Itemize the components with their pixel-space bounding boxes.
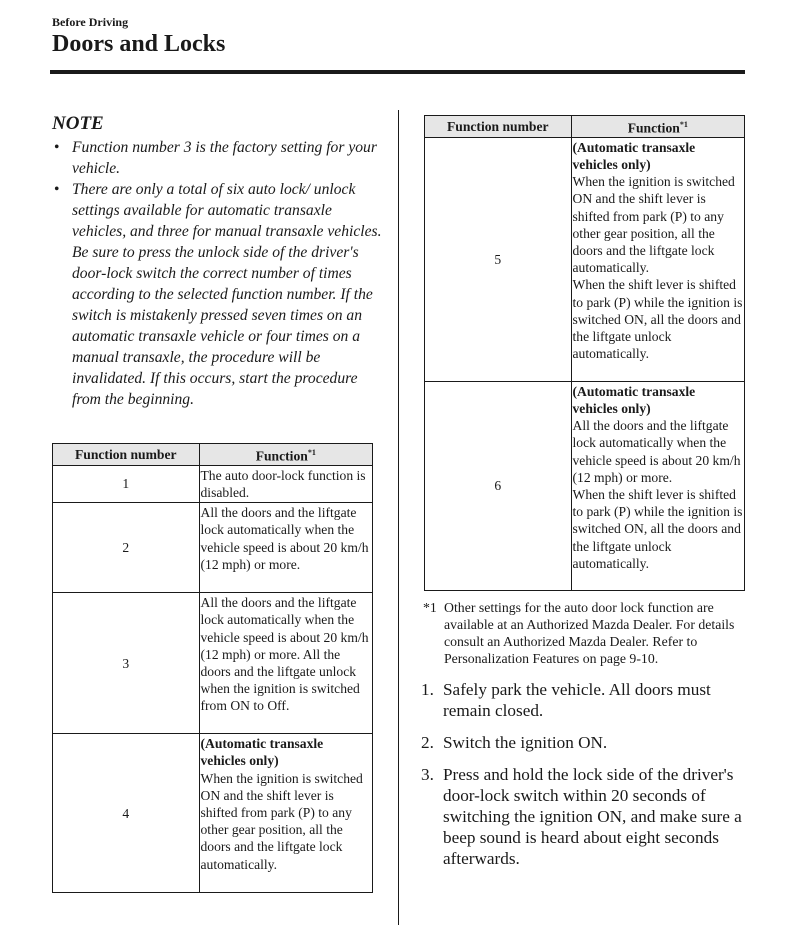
function-header: [571, 116, 745, 138]
function-text-secondary: When the shift lever is shifted to park (P) while the ignition is switched ON, all the doors and the liftgate unlock automatically.: [572, 277, 743, 362]
step-text: Safely park the vehicle. All doors must remain closed.: [443, 680, 711, 720]
footnote-mark: *1: [307, 448, 316, 457]
function-number: 2: [53, 503, 200, 593]
footnote-marker: *1: [423, 600, 437, 615]
table-row: [425, 137, 745, 381]
title-rule: [50, 70, 745, 74]
table-row: [53, 465, 373, 502]
table-row: [425, 381, 745, 590]
function-description: [199, 503, 373, 593]
column-divider: [398, 110, 399, 925]
function-text: All the doors and the liftgate lock automatically when the vehicle speed is about 20 km/h (12 mph) or more.: [200, 505, 369, 572]
function-text: When the ignition is switched ON and the shift lever is shifted from park (P) to any other gear position, all the doors and the liftgate lock automatically.: [200, 770, 363, 872]
function-condition: (Automatic transaxle vehicles only): [572, 139, 696, 172]
function-header-label: Function: [627, 120, 680, 136]
table-row: [53, 734, 373, 893]
function-number: 1: [53, 465, 200, 502]
step-text: Switch the ignition ON.: [443, 733, 608, 752]
function-description: [199, 734, 373, 893]
procedure-step: [421, 679, 751, 721]
function-description: [571, 381, 745, 590]
function-text-secondary: When the shift lever is shifted to park (P) while the ignition is switched ON, all the doors and the liftgate unlock automatically.: [572, 486, 743, 571]
function-description: [571, 137, 745, 381]
table-header-row: [53, 444, 373, 466]
function-number: 5: [425, 137, 572, 381]
function-description: [199, 465, 373, 502]
function-text: All the doors and the liftgate lock automatically when the vehicle speed is about 20 km/h (12 mph) or more.: [572, 418, 741, 485]
step-number: 1.: [421, 680, 434, 699]
function-table-right: [424, 115, 745, 591]
footnote: [423, 599, 748, 667]
note-box: [52, 113, 382, 410]
step-number: 3.: [421, 765, 434, 784]
step-text: Press and hold the lock side of the driver's door-lock switch within 20 seconds of switching the ignition ON, and make sure a beep sound is heard about eight seconds afterwards.: [443, 765, 742, 868]
function-condition: (Automatic transaxle vehicles only): [572, 383, 696, 416]
footnote-mark: *1: [679, 120, 688, 129]
note-bullet: • Function number 3 is the factory setting for your vehicle.: [52, 137, 382, 179]
procedure-steps: [421, 679, 751, 880]
table-row: [53, 503, 373, 593]
function-table-left: [52, 443, 373, 893]
procedure-step: [421, 764, 751, 869]
function-condition: (Automatic transaxle vehicles only): [200, 736, 324, 769]
function-header: [199, 444, 373, 466]
function-number-header: Function number: [425, 116, 572, 138]
note-bullet: • There are only a total of six auto lock/ unlock settings available for automatic transaxle vehicles, and three for manual transaxle vehicles. Be sure to press the unlock side of the driver's door-lock switch the correct number of times according to the selected function number. If the switch is mistakenly pressed seven times on an automatic transaxle vehicle or four times on a manual transaxle, the procedure will be invalidated. If this occurs, start the procedure from the beginning.: [52, 179, 382, 410]
function-number: 4: [53, 734, 200, 893]
table-row: [53, 593, 373, 734]
note-list: [52, 137, 382, 410]
footnote-text: Other settings for the auto door lock function are available at an Authorized Mazda Dealer. For details consult an Authorized Mazda Dealer. Refer to Personalization Features on page 9-10.: [444, 600, 735, 666]
procedure-step: [421, 732, 751, 753]
page-title: Doors and Locks: [52, 31, 226, 57]
table-header-row: [425, 116, 745, 138]
function-number: 3: [53, 593, 200, 734]
function-text: When the ignition is switched ON and the shift lever is shifted from park (P) to any other gear position, all the doors and the liftgate lock automatically.: [572, 174, 735, 276]
function-number: 6: [425, 381, 572, 590]
function-text: The auto door-lock function is disabled.: [200, 467, 366, 500]
note-heading: NOTE: [52, 113, 104, 134]
function-number-header: Function number: [53, 444, 200, 466]
function-description: [199, 593, 373, 734]
function-text: All the doors and the liftgate lock automatically when the vehicle speed is about 20 km/h (12 mph) or more. All the doors and the liftgate unlock when the ignition is switched from ON to Off.: [200, 595, 369, 714]
function-header-label: Function: [255, 448, 308, 464]
step-number: 2.: [421, 733, 434, 752]
section-label: Before Driving: [52, 15, 129, 29]
